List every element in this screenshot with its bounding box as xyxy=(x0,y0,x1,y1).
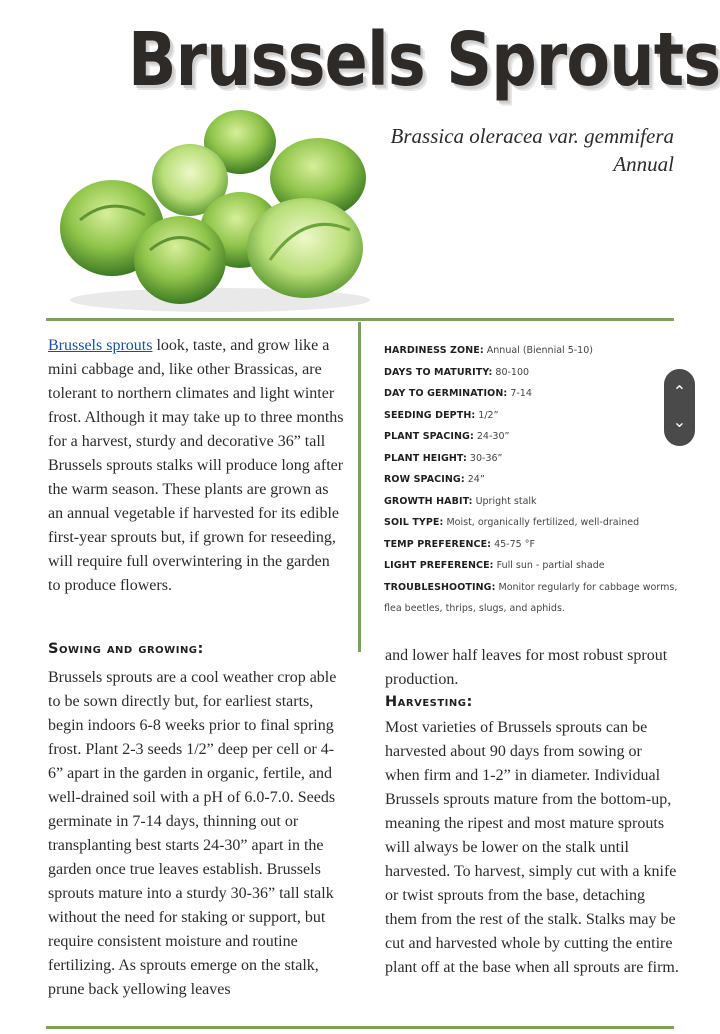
chevron-down-icon[interactable]: ⌄ xyxy=(672,412,687,431)
fact-plant-spacing: PLANT SPACING: 24-30” xyxy=(384,431,510,442)
brussels-sprouts-photo xyxy=(50,100,390,320)
scientific-name: Brassica oleracea var. gemmifera xyxy=(390,124,674,148)
fact-seeding-depth: SEEDING DEPTH: 1/2” xyxy=(384,409,499,421)
intro-text: look, taste, and grow like a mini cabbage and, like other Brassicas, are tolerant to northern climates and light winter frost. Although it may take up to three months for a harvest, sturdy and decorative 36” tall Brussels sprouts stalks will produce long after the warm season. These plants are grown as an annual vegetable if harvested for its edible first-year sprouts but, if grown for reseeding, will require full overwintering in the garden to produce flowers. xyxy=(48,337,344,594)
lifecycle: Annual xyxy=(613,152,674,176)
sprout xyxy=(247,198,363,298)
intro-paragraph xyxy=(48,334,344,598)
chevron-up-icon[interactable]: ⌃ xyxy=(672,382,687,401)
fact-plant-height: PLANT HEIGHT: 30-36” xyxy=(384,452,503,464)
sowing-heading: Sowing and growing: xyxy=(48,641,204,657)
brussels-sprouts-link[interactable]: Brussels sprouts xyxy=(48,337,153,354)
sowing-continued: and lower half leaves for most robust sprout production. xyxy=(385,647,668,688)
fact-day-to-germination: DAY TO GERMINATION: 7-14 xyxy=(384,388,532,399)
fact-soil-type: SOIL TYPE: Moist, organically fertilized, well-drained xyxy=(384,517,640,528)
page-title: Brussels Sprouts xyxy=(128,17,720,103)
bottom-divider xyxy=(46,1026,674,1029)
plant-info xyxy=(391,122,674,178)
fact-hardiness-zone: HARDINESS ZONE: Annual (Biennial 5-10) xyxy=(384,345,593,356)
page-nav-control xyxy=(664,369,695,446)
harvesting-paragraph: Most varieties of Brussels sprouts can be harvested about 90 days from sowing or when firm and 1-2” in diameter. Individual Brussels sprouts mature from the bottom-up, meaning the ripest and most mature sprouts will always be lower on the stalk until harvested. To harvest, simply cut with a knife or twist sprouts from the base, detaching them from the rest of the stalk. Stalks may be cut and harvested whole by cutting the entire plant off at the base when all sprouts are firm. xyxy=(385,719,679,976)
sprout xyxy=(134,216,226,304)
sowing-paragraph: Brussels sprouts are a cool weather crop able to be sown directly but, for earliest starts, begin indoors 6-8 weeks prior to final spring frost. Plant 2-3 seeds 1/2” deep per cell or 4-6” apart in the garden in organic, fertile, and well-drained soil with a pH of 6.0-7.0. Seeds germinate in 7-14 days, thinning out or transplanting best starts 24-30” apart in the garden once true leaves establish. Brussels sprouts mature into a sturdy 30-36” tall stalk without the need for staking or support, but require consistent moisture and routine fertilizing. As sprouts emerge on the stalk, prune back yellowing leaves xyxy=(48,669,337,998)
growing-facts xyxy=(384,340,684,620)
fact-light-preference: LIGHT PREFERENCE: Full sun - partial shade xyxy=(384,560,605,571)
fact-row-spacing: ROW SPACING: 24” xyxy=(384,474,485,485)
fact-temp-preference: TEMP PREFERENCE: 45-75 °F xyxy=(384,538,535,550)
fact-growth-habit: GROWTH HABIT: Upright stalk xyxy=(384,495,537,507)
column-divider xyxy=(358,322,361,652)
fact-troubleshooting: TROUBLESHOOTING: Monitor regularly for cabbage worms, flea beetles, thrips, slugs, and aphids. xyxy=(384,581,678,614)
harvesting-heading: Harvesting: xyxy=(385,694,473,710)
fact-days-to-maturity: DAYS TO MATURITY: 80-100 xyxy=(384,366,530,378)
top-divider xyxy=(46,318,674,321)
